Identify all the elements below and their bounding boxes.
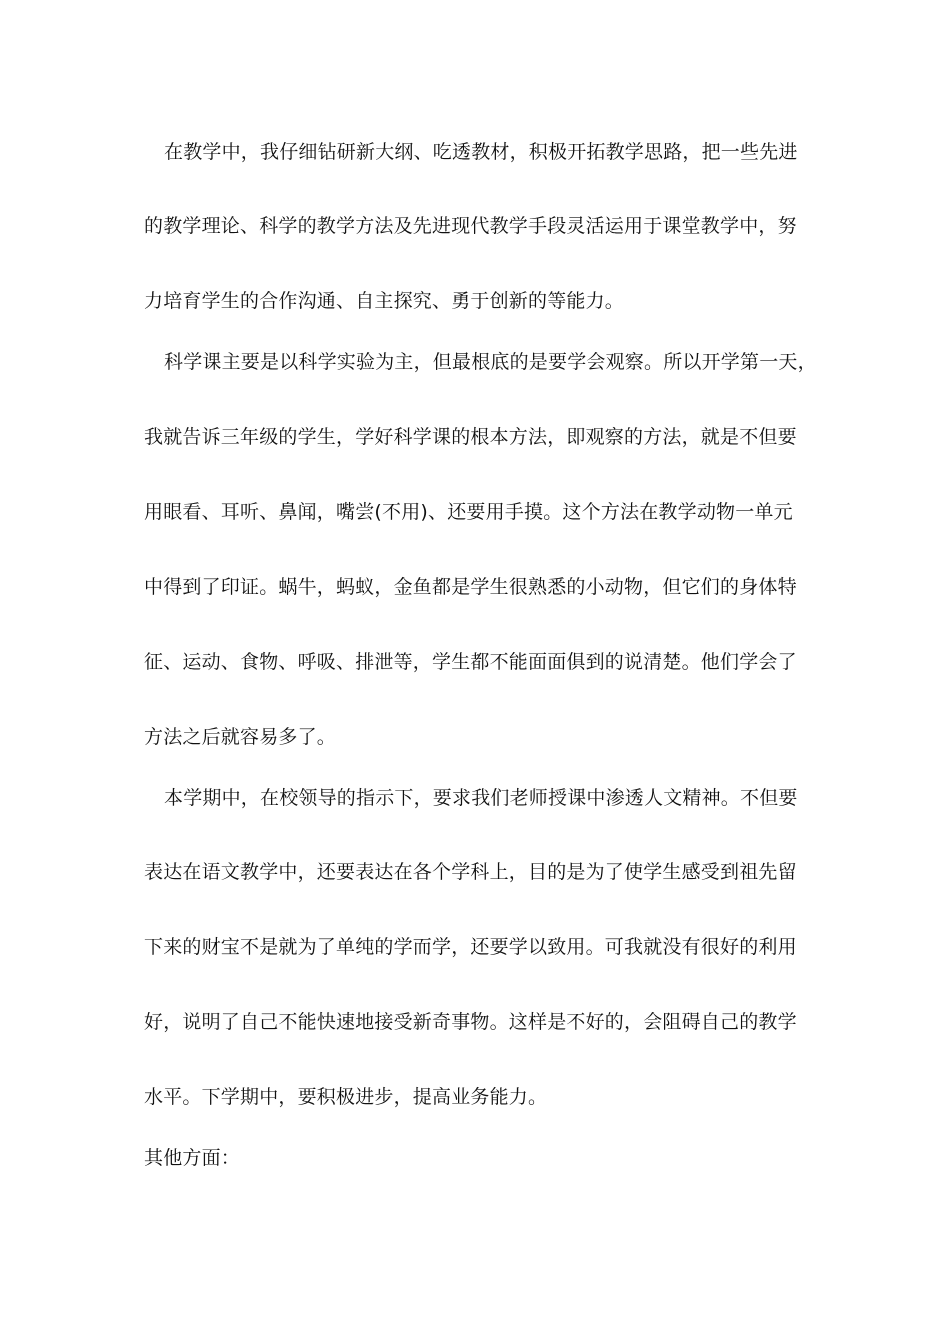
paragraph-line: 征、运动、食物、呼吸、排泄等，学生都不能面面俱到的说清楚。他们学会了 <box>144 651 797 673</box>
paragraph-line: 科学课主要是以科学实验为主，但最根底的是要学会观察。所以开学第一天， <box>164 351 817 373</box>
paragraph-line: 本学期中，在校领导的指示下，要求我们老师授课中渗透人文精神。不但要 <box>164 787 798 809</box>
paragraph-line: 水平。下学期中，要积极进步，提高业务能力。 <box>144 1086 548 1108</box>
paragraph-line: 力培育学生的合作沟通、自主探究、勇于创新的等能力。 <box>144 290 625 312</box>
paragraph-line: 的教学理论、科学的教学方法及先进现代教学手段灵活运用于课堂教学中，努 <box>144 215 797 237</box>
paragraph-line: 下来的财宝不是就为了单纯的学而学，还要学以致用。可我就没有很好的利用 <box>144 936 797 958</box>
section-heading: 其他方面： <box>144 1147 241 1169</box>
paragraph-line: 好，说明了自己不能快速地接受新奇事物。这样是不好的，会阻碍自己的教学 <box>144 1011 797 1033</box>
paragraph-line: 方法之后就容易多了。 <box>144 726 337 748</box>
paragraph-line: 在教学中，我仔细钻研新大纲、吃透教材，积极开拓教学思路，把一些先进 <box>164 141 798 163</box>
paragraph-line: 表达在语文教学中，还要表达在各个学科上，目的是为了使学生感受到祖先留 <box>144 861 797 883</box>
paragraph-line: 用眼看、耳听、鼻闻，嘴尝(不用)、还要用手摸。这个方法在教学动物一单元 <box>144 501 793 523</box>
paragraph-line: 中得到了印证。蜗牛，蚂蚁，金鱼都是学生很熟悉的小动物，但它们的身体特 <box>144 576 797 598</box>
paragraph-line: 我就告诉三年级的学生，学好科学课的根本方法，即观察的方法，就是不但要 <box>144 426 797 448</box>
